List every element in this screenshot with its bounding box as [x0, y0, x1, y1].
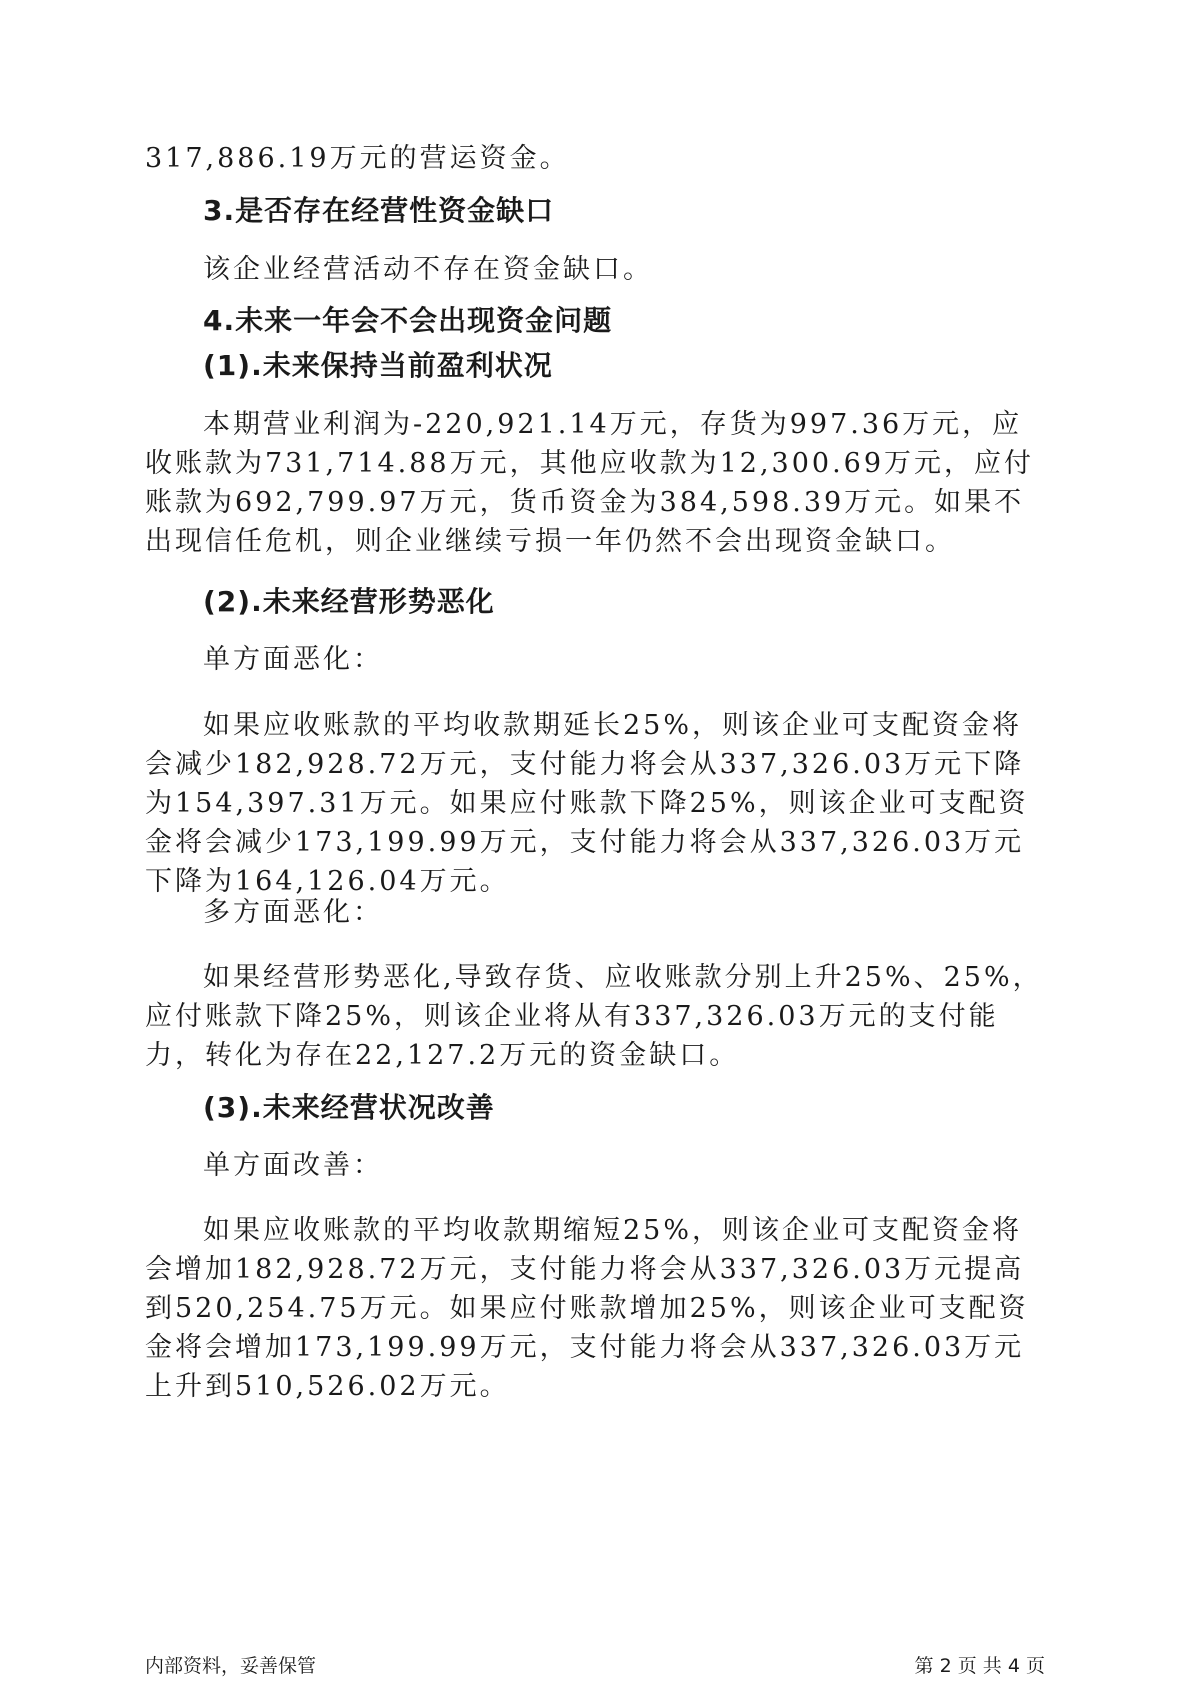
intro-tail-paragraph: 317,886.19万元的营运资金。: [145, 143, 570, 174]
page-mid: 页 共: [957, 1655, 1002, 1677]
no-gap-paragraph: 该企业经营活动不存在资金缺口。: [203, 254, 653, 285]
section-4-1-heading: (1).未来保持当前盈利状况: [203, 349, 553, 382]
page-total: 4: [1007, 1655, 1020, 1677]
section-4-heading: 4.未来一年会不会出现资金问题: [203, 304, 613, 337]
section-4-3-heading: (3).未来经营状况改善: [203, 1091, 495, 1124]
single-worse-label: 单方面恶化：: [203, 644, 383, 675]
section-4-2-heading: (2).未来经营形势恶化: [203, 585, 495, 618]
single-worse-paragraph: 如果应收账款的平均收款期延长25%，则该企业可支配资金将会减少182,928.72万元，支付能力将会从337,326.03万元下降为154,397.31万元。如果应付账款下降25%，则该企业可支配资金将会减少173,199.99万元，支付能力将会从337,326.03万元下降为164,126.04万元。: [145, 710, 1029, 897]
footer-page-number: [915, 1654, 1045, 1678]
multi-worse-label: 多方面恶化：: [203, 897, 383, 928]
footer-confidential-note: 内部资料，妥善保管: [145, 1655, 317, 1677]
current-profit-paragraph: 本期营业利润为-220,921.14万元，存货为997.36万元，应收账款为731,714.88万元，其他应收款为12,300.69万元，应付账款为692,799.97万元，货币资金为384,598.39万元。如果不出现信任危机，则企业继续亏损一年仍然不会出现资金缺口。: [145, 409, 1035, 557]
single-better-paragraph: 如果应收账款的平均收款期缩短25%，则该企业可支配资金将会增加182,928.72万元，支付能力将会从337,326.03万元提高到520,254.75万元。如果应付账款增加25%，则该企业可支配资金将会增加173,199.99万元，支付能力将会从337,326.03万元上升到510,526.02万元。: [145, 1215, 1029, 1402]
page-suffix: 页: [1025, 1655, 1045, 1677]
page-prefix: 第: [914, 1655, 934, 1677]
section-3-heading: 3.是否存在经营性资金缺口: [203, 194, 555, 227]
page-current: 2: [939, 1655, 952, 1677]
multi-worse-paragraph: 如果经营形势恶化,导致存货、应收账款分别上升25%、25%，应付账款下降25%，则该企业将从有337,326.03万元的支付能力，转化为存在22,127.2万元的资金缺口。: [145, 962, 1043, 1071]
single-better-label: 单方面改善：: [203, 1150, 383, 1181]
